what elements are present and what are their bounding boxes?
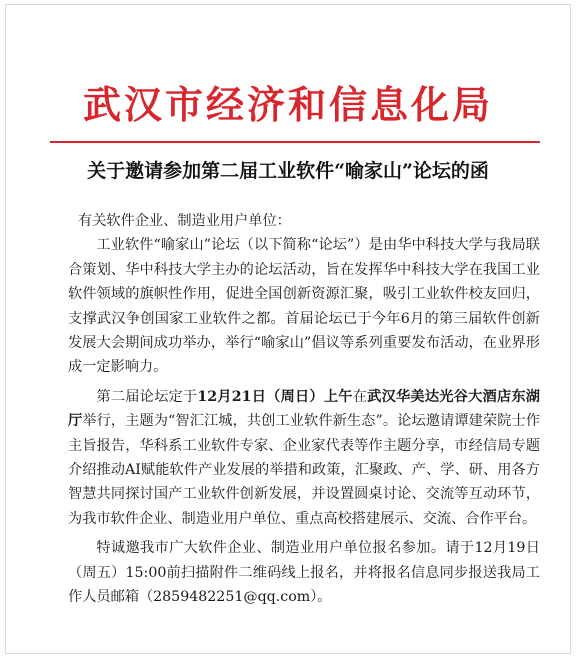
salutation: 有关软件企业、制造业用户单位： xyxy=(78,213,291,229)
document-page xyxy=(5,4,571,654)
paragraph-intro: 工业软件“喻家山”论坛（以下简称“论坛”）是由华中科技大学与我局联合策划、华中科技大学主办的论坛活动，旨在发挥华中科技大学在我国工业软件领域的旗帜性作用，促进全国创新资源汇聚，吸引工业软件校友回归，支撑武汉争创国家工业软件之都。首届论坛已于今年6月的第三届软件创新发展大会期间成功举办，举行“喻家山”倡议等系列重要发布活动，在业界形成一定影响力。 xyxy=(68,237,540,376)
letterhead-title: 武汉市经济和信息化局 xyxy=(82,82,493,127)
event-date: 12月21日（周日）上午 xyxy=(197,388,353,405)
document-title: 关于邀请参加第二届工业软件“喻家山”论坛的函 xyxy=(87,160,489,182)
paragraph-registration: 特诚邀我市广大软件企业、制造业用户单位报名参加。请于12月19日（周五）15:00前扫描附件二维码线上报名，并将报名信息同步报送我局工作人员邮箱（2859482251@qq.com）。 xyxy=(68,540,540,606)
event-venue: 武汉华美达光谷大酒店东湖厅 xyxy=(68,388,540,430)
paragraph-event-details xyxy=(68,385,540,531)
document-body xyxy=(68,209,540,610)
event-text-3: 举行，主题为“智汇江城，共创工业软件新生态”。论坛邀请谭建荣院士作主旨报告，华科系工业软件专家、企业家代表等作主题分享，市经信局专题介绍推动AI赋能软件产业发展的举措和政策，汇聚政、产、学、研、用各方智慧共同探讨国产工业软件创新发展，并设置圆桌讨论、交流等互动环节，为我市软件企业、制造业用户单位、重点高校搭建展示、交流、合作平台。 xyxy=(68,413,540,527)
letterhead-red-rule xyxy=(50,141,540,143)
event-text-2: 在 xyxy=(352,388,368,405)
event-text-1: 第二届论坛定于 xyxy=(96,388,198,405)
